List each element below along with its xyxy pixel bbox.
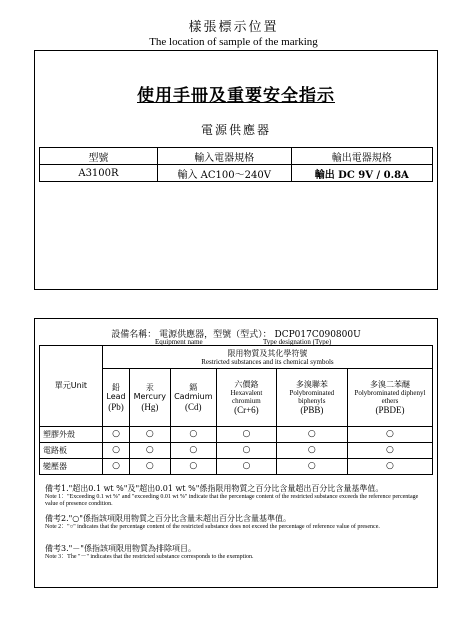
presence-mark: ○ [217,427,277,443]
spec-header-model: 型號 [40,148,158,165]
equipment-line: 設備名稱： 電源供應器，型號（型式）： DCP017C090800U [111,330,361,340]
label-subtitle: 電源供應器 [200,123,271,137]
note-en: Note 2："○" indicates that the percentage content of the restricted substance does not exceed the percentage of reference value of presence. [45,524,380,530]
spec-table-row [40,165,433,182]
substance-column-header: 鎘Cadmium (Cd) [170,369,216,427]
substance-column-header: 汞Mercury (Hg) [130,369,170,427]
sub-header-row-1 [40,346,433,369]
note-zh: 備考3."－"係指該項限用物質為排除項目。 [45,544,196,553]
spec-header-output: 輸出電器規格 [291,148,433,165]
presence-mark: ○ [347,427,432,443]
substances-box: 設備名稱： 電源供應器，型號（型式）： DCP017C090800U Equipment name Type designation (Type) 單元Unit 限用物質及其化學符號 Restricted substances and its chemical symbols 鉛Lead (Pb) 汞Mercury (Hg) 鎘Cadmium (Cd) 六價鉻 Hexavalent chromium (Cr+6) 多溴聯苯 Polybrominated biphenyls (PBB) 多溴二苯醚 Polybrominated diphenyl ethers (PBDE) 塑膠外殼 ○ ○ ○ ○ ○ ○ 電路板 ○ ○ ○ ○ ○ ○ 變壓器 ○ ○ ○ ○ ○ ○ 備考1."超出0.1 wt %"及"超出0.01 wt %"係指限用物質之百分比含量超出百分比含量基準值。 Note 1："Exceeding 0.1 wt %" and "exceeding 0.01 wt %" indicate that the percentage content of the restricted substance exceeds the reference percentage value of presence condition. 備考2."○"係指該項限用物質之百分比含量未超出百分比含量基準值。 Note 2："○" indicates that the percentage content of the restricted substance does not exceed the percentage of reference value of presence. 備考3."－"係指該項限用物質為排除項目。 Note 3：The "－" indicates that the restricted substance corresponds to the exemption. [34,318,438,588]
note-zh: 備考2."○"係指該項限用物質之百分比含量未超出百分比含量基準值。 [45,514,291,523]
presence-mark: ○ [130,443,170,459]
substance-column-header: 六價鉻 Hexavalent chromium (Cr+6) [217,369,277,427]
note-zh: 備考1."超出0.1 wt %"及"超出0.01 wt %"係指限用物質之百分比含量超出百分比含量基準值。 [45,484,384,493]
presence-mark: ○ [170,427,216,443]
table-row [40,427,433,443]
note-en: Note 1："Exceeding 0.1 wt %" and "exceeding 0.01 wt %" indicate that the percentage content of the restricted substance exceeds the reference percentage value of presence condition. [45,494,419,508]
substance-column-header: 多溴聯苯 Polybrominated biphenyls (PBB) [276,369,347,427]
presence-mark: ○ [217,459,277,475]
table-row [40,443,433,459]
substance-column-header: 鉛Lead (Pb) [102,369,129,427]
note-en: Note 3：The "－" indicates that the restricted substance corresponds to the exemption. [45,554,254,560]
restricted-header: 限用物質及其化學符號 Restricted substances and its chemical symbols [102,346,432,369]
presence-mark: ○ [276,459,347,475]
spec-model: A3100R [40,165,158,182]
label-main-title: 使用手冊及重要安全指示 [137,86,335,106]
page-title-en: The location of sample of the marking [149,36,318,48]
unit-name: 變壓器 [40,459,103,475]
unit-name: 塑膠外殼 [40,427,103,443]
presence-mark: ○ [130,459,170,475]
presence-mark: ○ [102,443,129,459]
presence-mark: ○ [102,459,129,475]
presence-mark: ○ [347,443,432,459]
table-row [40,459,433,475]
presence-mark: ○ [130,427,170,443]
substance-column-header: 多溴二苯醚 Polybrominated diphenyl ethers (PBDE) [347,369,432,427]
spec-header-input: 輸入電器規格 [157,148,291,165]
presence-mark: ○ [102,427,129,443]
page-title: 樣張標示位置 [188,20,279,35]
presence-mark: ○ [347,459,432,475]
presence-mark: ○ [170,459,216,475]
substances-table [39,345,433,475]
presence-mark: ○ [170,443,216,459]
presence-mark: ○ [276,443,347,459]
label-box [34,50,438,290]
unit-header: 單元Unit [40,346,103,427]
spec-output: 輸出 DC 9V / 0.8A [291,165,433,182]
unit-name: 電路板 [40,443,103,459]
presence-mark: ○ [217,443,277,459]
spec-table [39,147,433,182]
spec-table-header-row [40,148,433,165]
presence-mark: ○ [276,427,347,443]
spec-input: 輸入 AC100～240V [157,165,291,182]
